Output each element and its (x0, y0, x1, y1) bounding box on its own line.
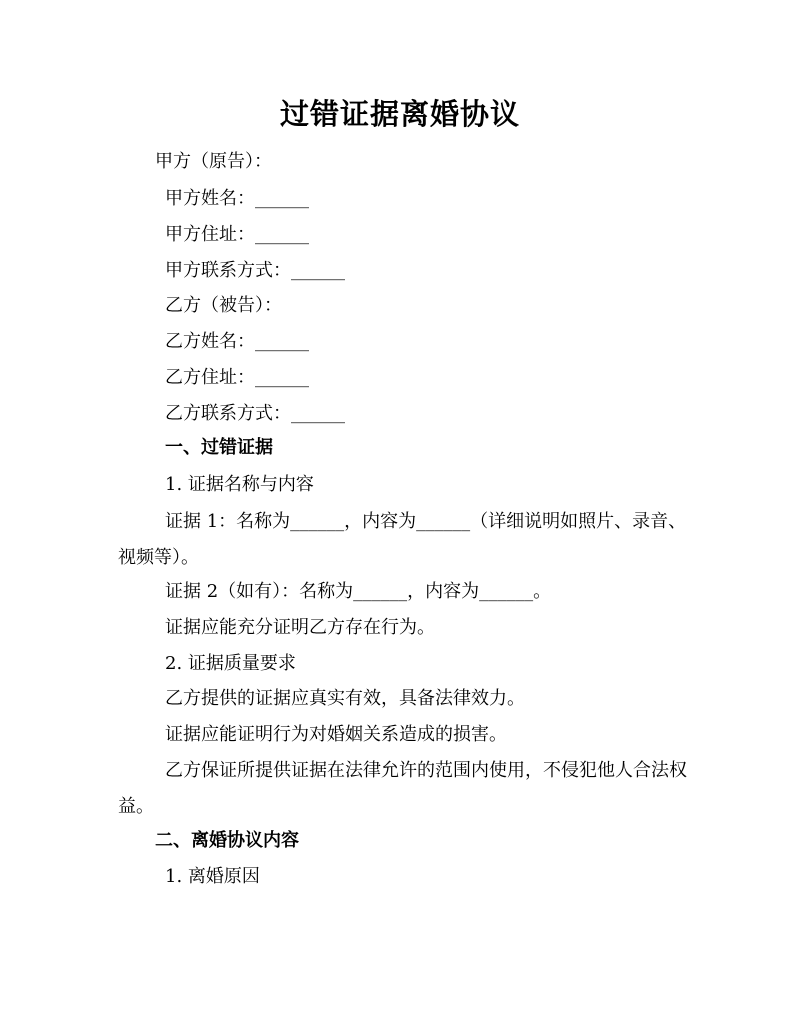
section-2-item-1-title: 1. 离婚原因 (165, 866, 260, 887)
party-b-name: 乙方姓名：______ (165, 331, 309, 352)
party-a-heading: 甲方（原告）： (155, 151, 272, 172)
evidence-2-text: 证据 2（如有）：名称为______，内容为______。 (165, 581, 552, 602)
quality-requirement-1: 乙方提供的证据应真实有效，具备法律效力。 (165, 688, 525, 709)
section-1-heading: 一、过错证据 (165, 437, 273, 458)
party-b-contact: 乙方联系方式：______ (165, 403, 345, 424)
quality-requirement-3: 乙方保证所提供证据在法律允许的范围内使用，不侵犯他人合法权益。 (118, 760, 687, 817)
party-a-address: 甲方住址：______ (165, 224, 309, 245)
section-2-heading: 二、离婚协议内容 (155, 830, 299, 851)
document-title: 过错证据离婚协议 (279, 97, 520, 131)
section-1-item-2-title: 2. 证据质量要求 (165, 653, 296, 674)
quality-requirement-2: 证据应能证明行为对婚姻关系造成的损害。 (165, 724, 507, 745)
section-1-item-1-title: 1. 证据名称与内容 (165, 474, 314, 495)
evidence-1-text: 证据 1：名称为______，内容为______（详细说明如照片、录音、视频等）。 (118, 511, 687, 568)
party-a-name: 甲方姓名：______ (165, 188, 309, 209)
evidence-statement: 证据应能充分证明乙方存在行为。 (165, 617, 435, 638)
party-b-heading: 乙方（被告）： (165, 295, 282, 316)
party-a-contact: 甲方联系方式：______ (165, 260, 345, 281)
party-b-address: 乙方住址：______ (165, 367, 309, 388)
